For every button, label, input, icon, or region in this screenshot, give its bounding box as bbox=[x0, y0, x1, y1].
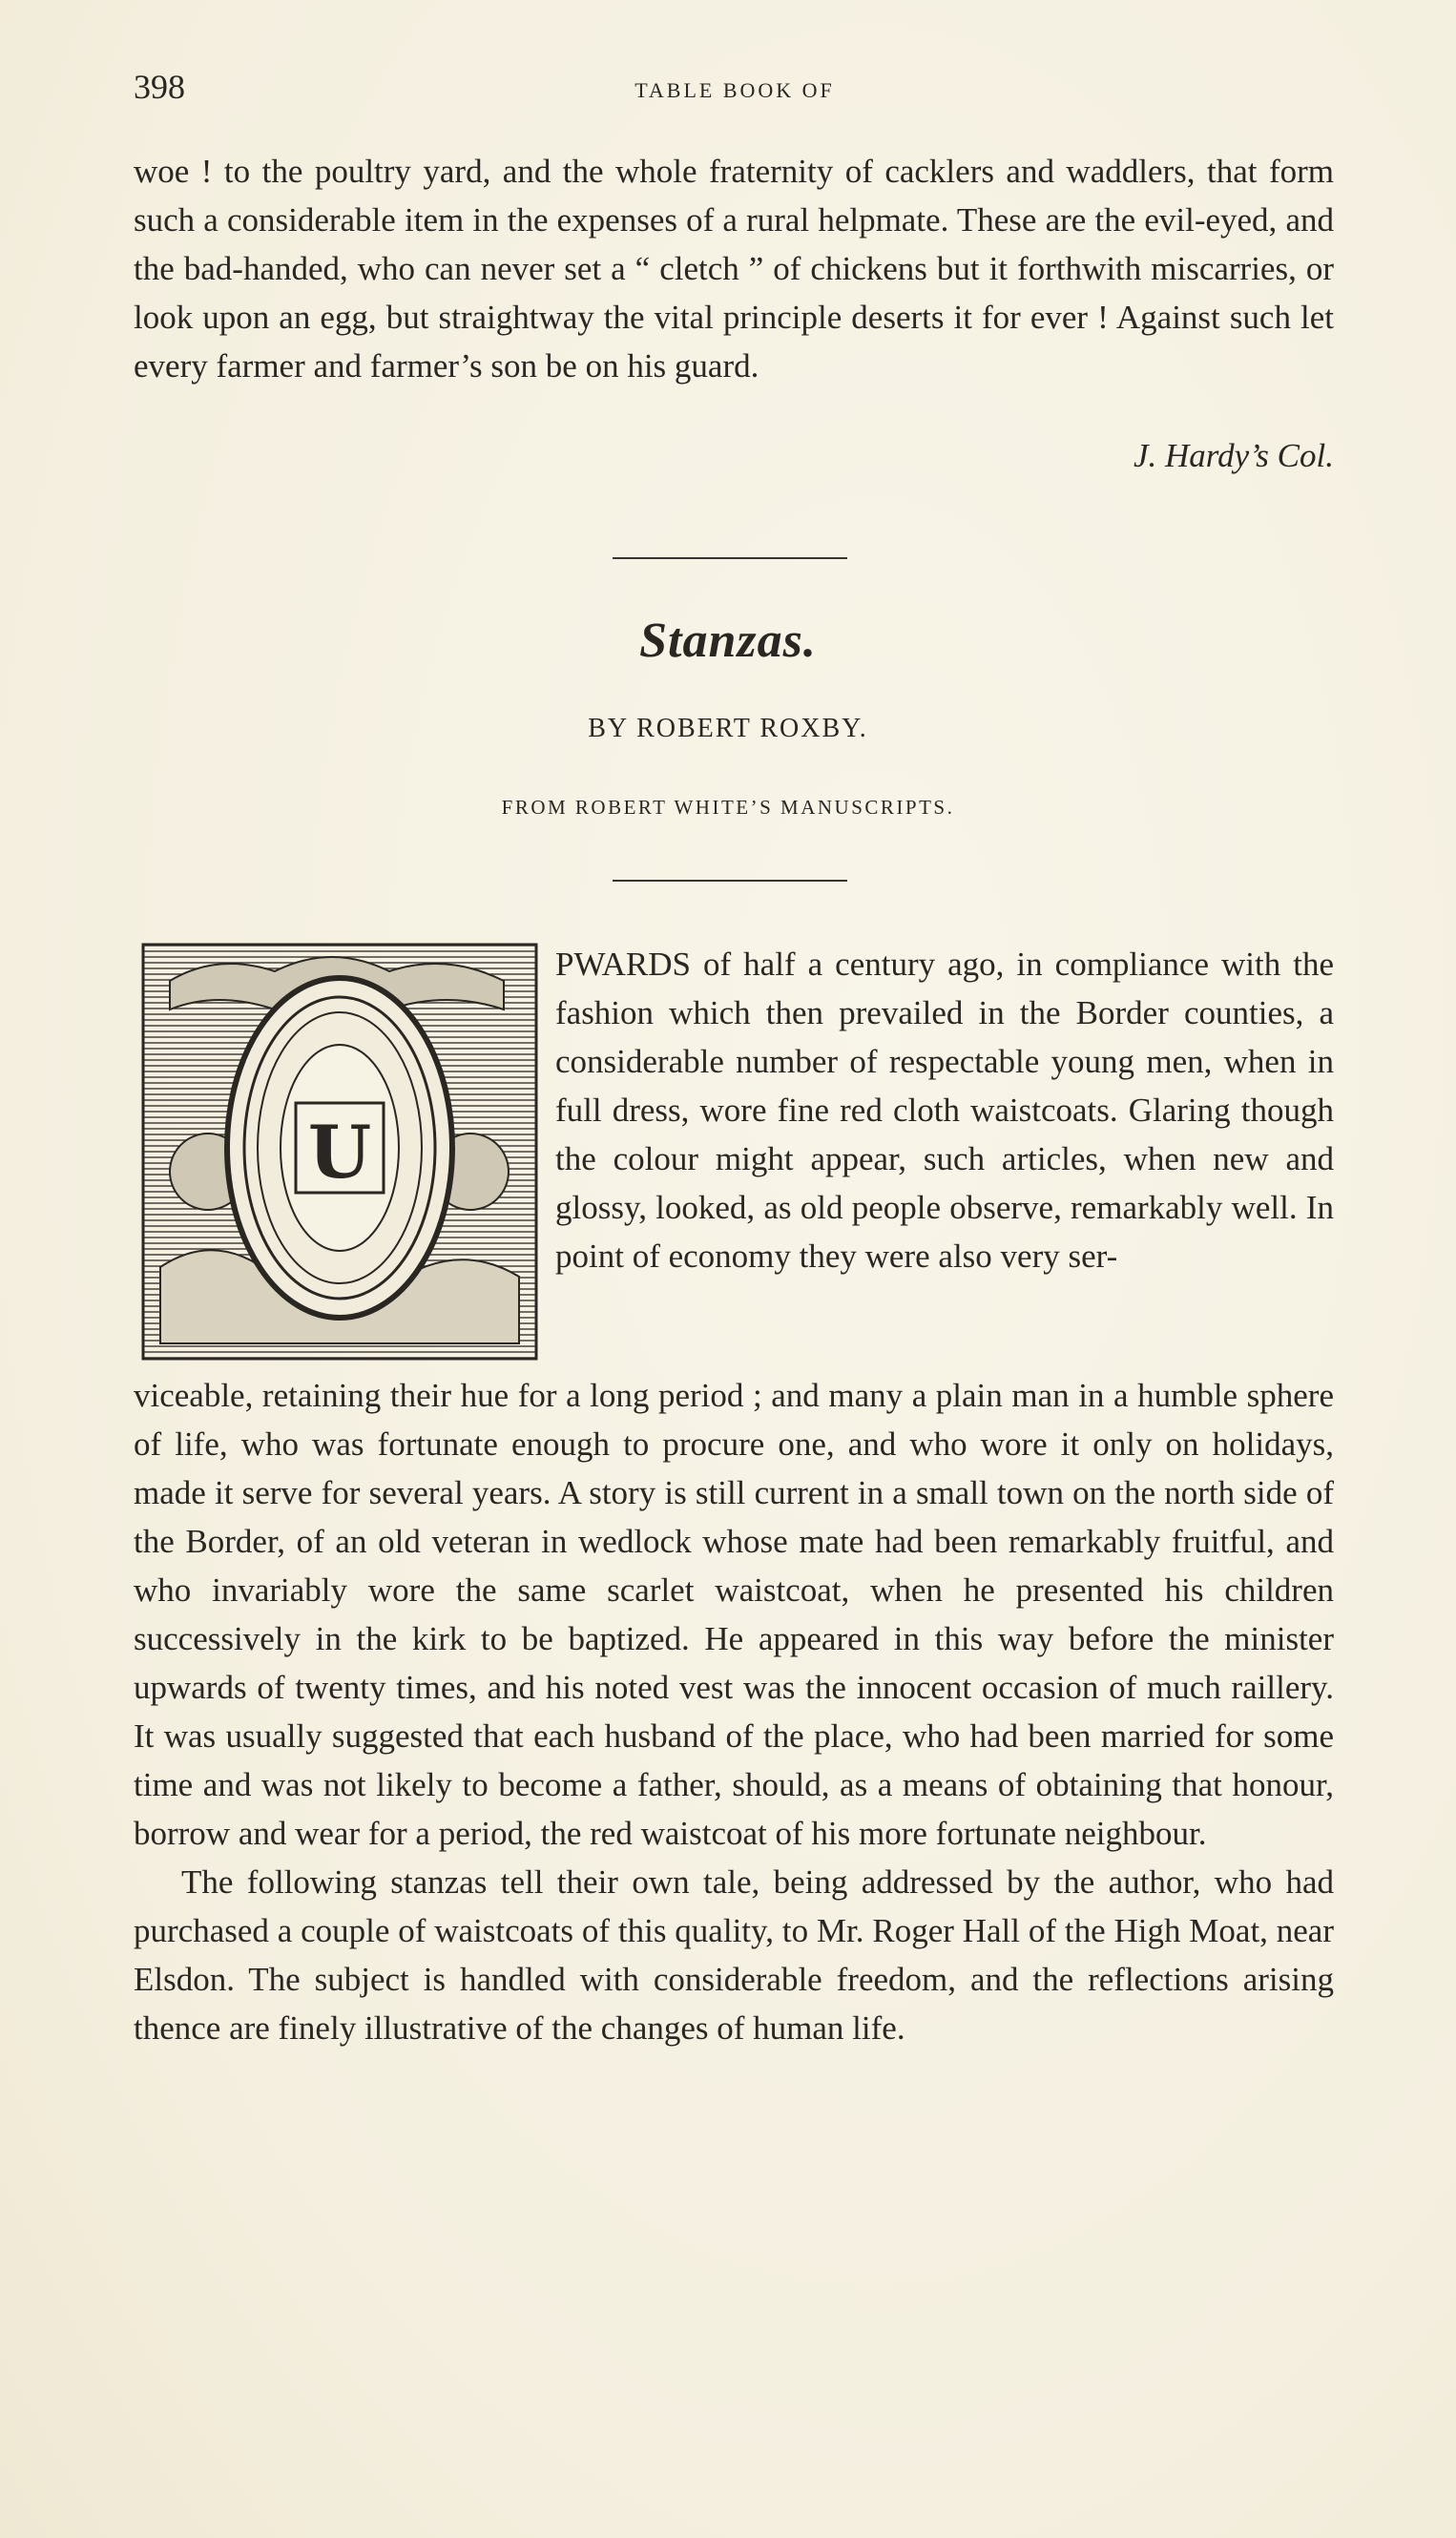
body-paragraph-continued: viceable, retaining their hue for a long period ; and many a plain man in a humble sphere of life, who was fortunate enough to procure one, and who wore it only on holidays, made it serve for several years. A story is still current in a small town on the north side of the Border, of an old veteran in wedlock whose mate had been remarkably fruitful, and who invariably wore the same scarlet waistcoat, when he presented his children successively in the kirk to be baptized. He appeared in this way before the minister upwards of twenty times, and his noted vest was the innocent occasion of much raillery. It was usually suggested that each husband of the place, who had been married for some time and was not likely to become a father, should, as a means of obtaining that honour, borrow and wear for a period, the red waistcoat of his more fortunate neighbour. bbox=[134, 1377, 1334, 1852]
attribution: J. Hardy’s Col. bbox=[1134, 437, 1334, 474]
section-divider-top bbox=[613, 557, 847, 559]
section-title: Stanzas. bbox=[639, 614, 817, 668]
intro-paragraph: woe ! to the poultry yard, and the whole fraternity of cacklers and waddlers, that form such a considerable item in the expenses of a rural helpmate. These are the evil-eyed, and the bad-handed, who can never set a “ cletch ” of chickens but it forthwith miscarries, or look upon an egg, but straightway the vital principle deserts it for ever ! Against such let every farmer and farmer’s son be on his guard. bbox=[134, 153, 1334, 385]
running-head: TABLE BOOK OF bbox=[634, 78, 835, 102]
page-header bbox=[134, 67, 1336, 124]
body-paragraph-start: PWARDS of half a century ago, in compliance with the fashion which then prevailed in the Border counties, a considerable number of respectable young men, when in full dress, wore fine red cloth waistcoats. Glaring though the colour might appear, such articles, when new and glossy, looked, as old people observe, remarkably well. In point of economy they were also very ser- bbox=[555, 946, 1334, 1275]
section-byline: BY ROBERT ROXBY. bbox=[588, 714, 868, 743]
body-paragraph-wrap bbox=[555, 940, 1334, 1280]
section-divider-bottom bbox=[613, 880, 847, 882]
intro-paragraph-block bbox=[134, 147, 1334, 390]
body-paragraph-second: The following stanzas tell their own tale, being addressed by the author, who had purchased a couple of waistcoats of this quality, to Mr. Roger Hall of the High Moat, near Elsdon. The subject is handled with considerable freedom, and the reflections arising thence are finely illustrative of the changes of human life. bbox=[134, 1863, 1334, 2047]
ornamental-dropcap bbox=[141, 943, 538, 1361]
body-paragraphs bbox=[134, 1371, 1334, 2052]
page-number: 398 bbox=[134, 68, 185, 106]
dropcap-letter: U bbox=[307, 1110, 372, 1195]
section-source: FROM ROBERT WHITE’S MANUSCRIPTS. bbox=[501, 796, 955, 819]
